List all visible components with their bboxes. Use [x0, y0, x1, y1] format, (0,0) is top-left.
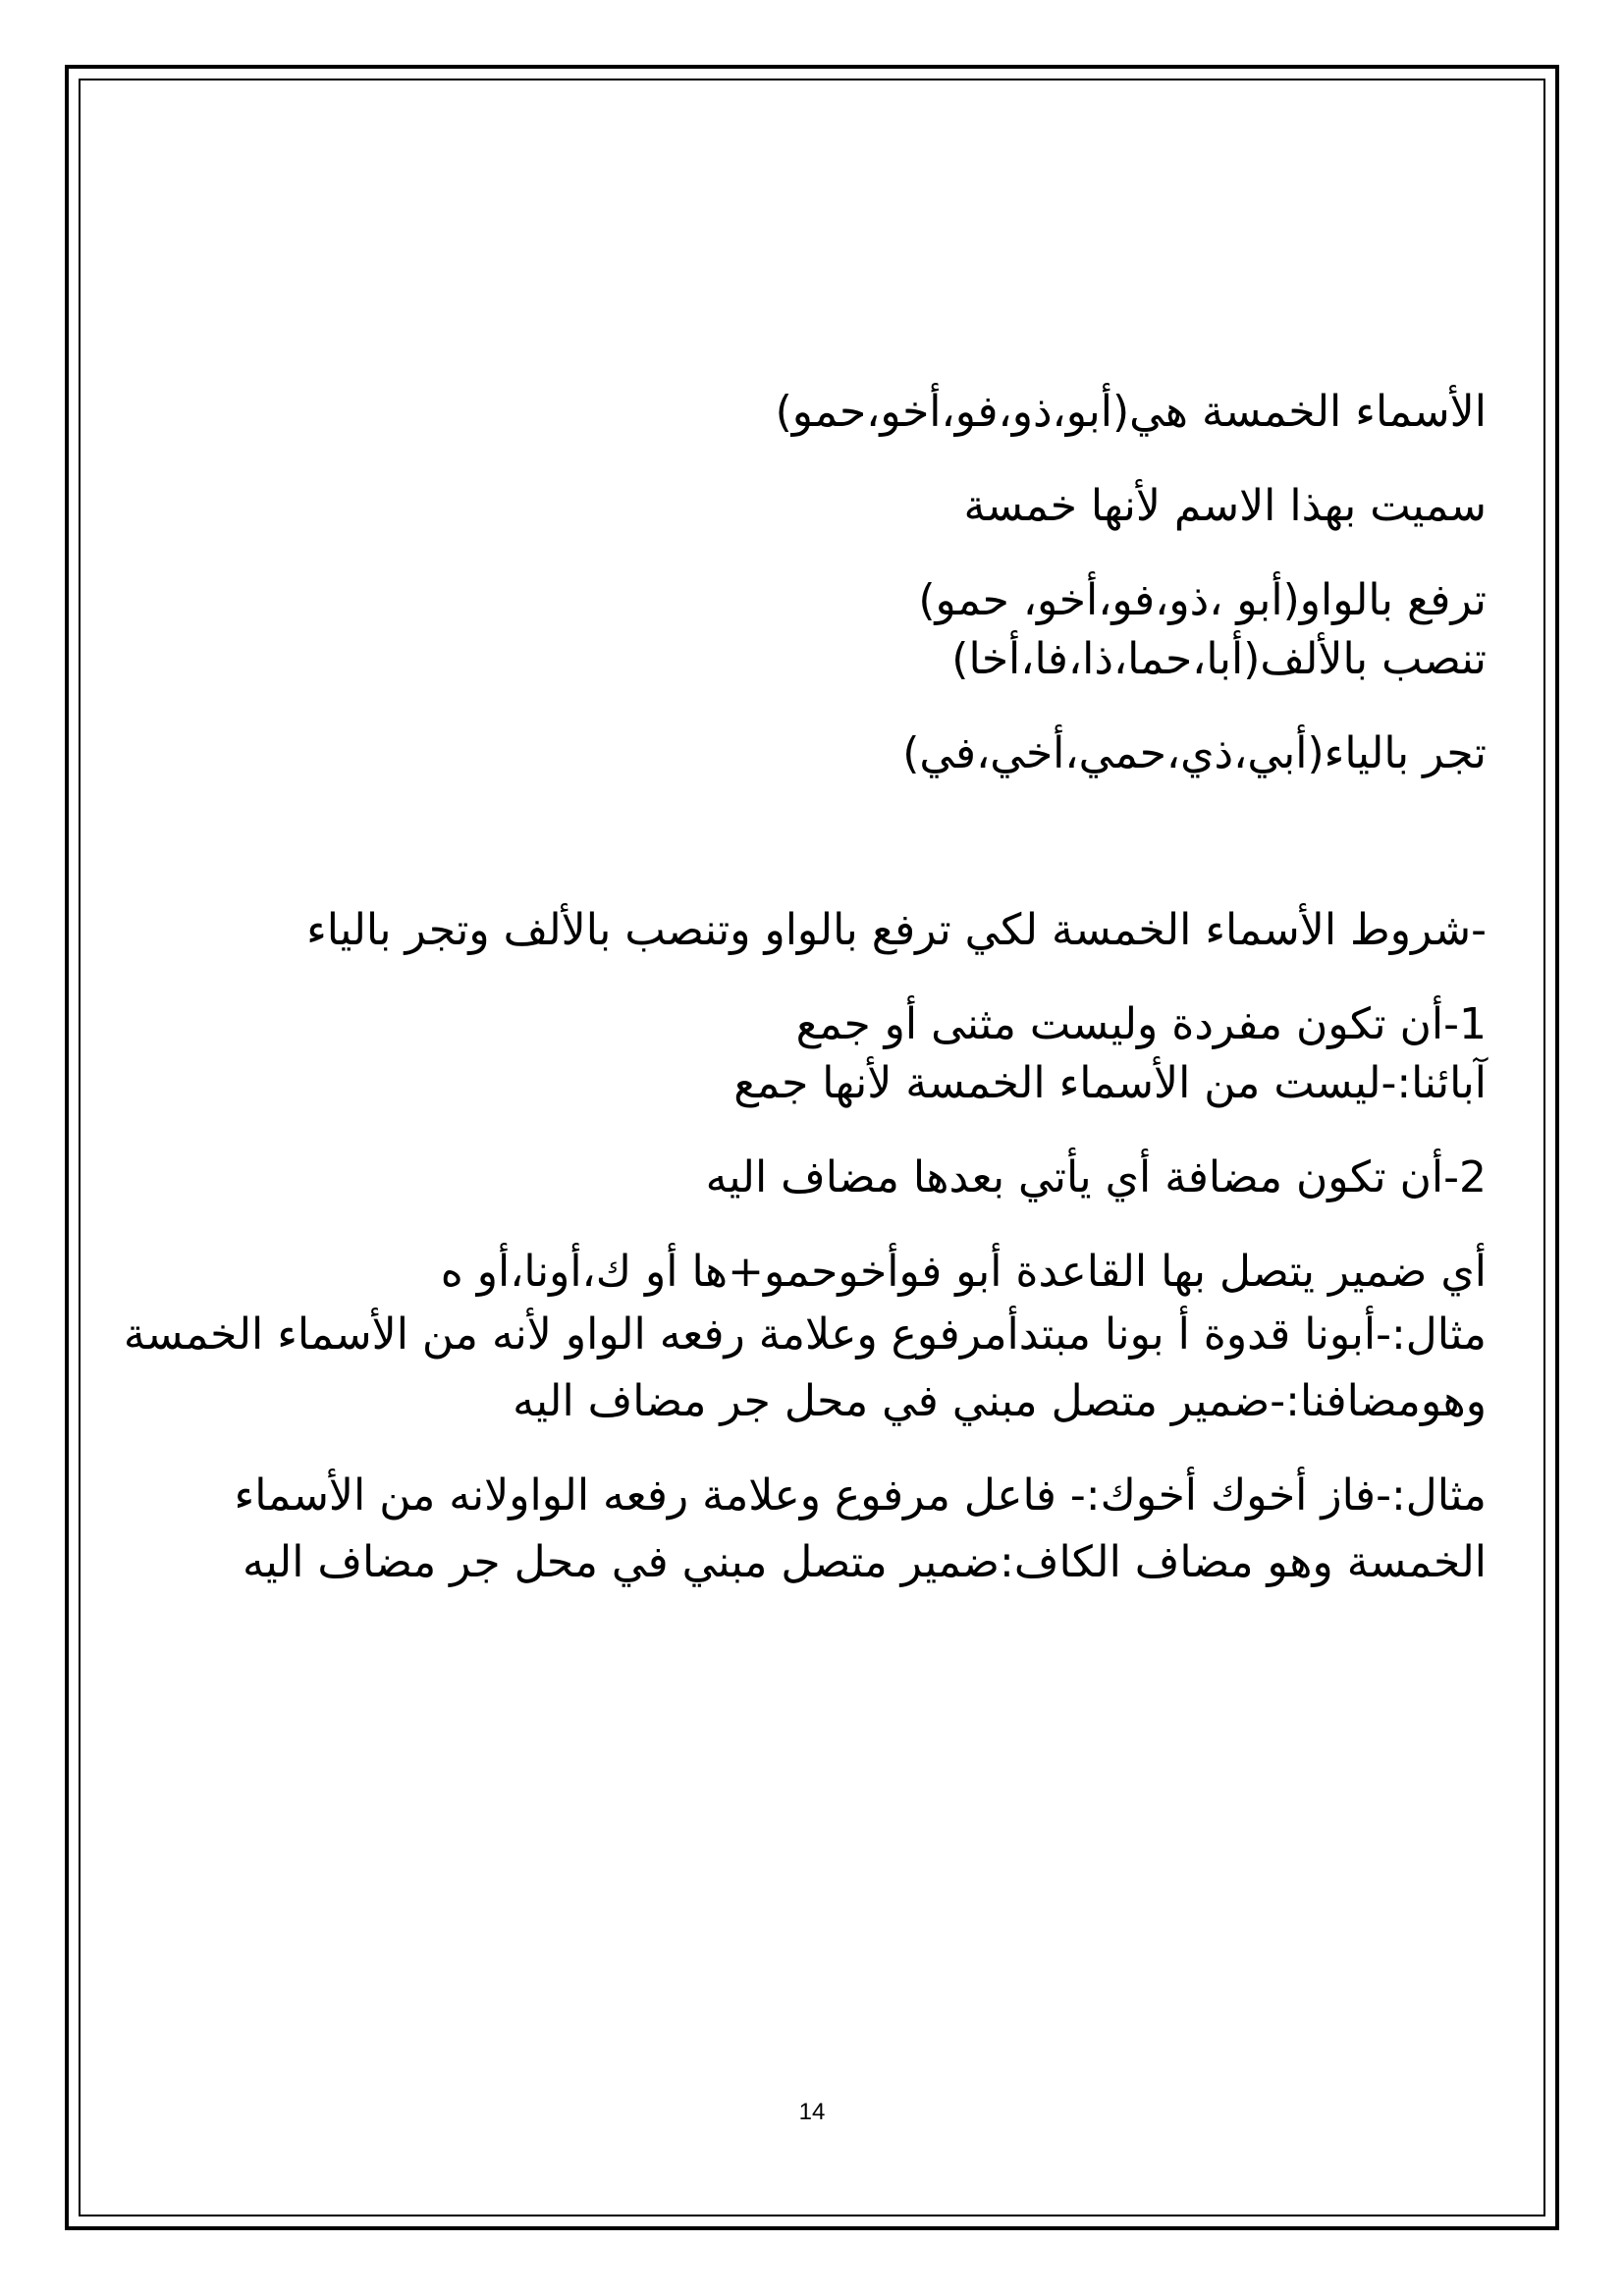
- accusative-rule-line: تنصب بالألف(أبا،حما،ذا،فا،أخا): [951, 634, 1487, 684]
- page-number: 14: [798, 2099, 826, 2125]
- condition-1: 1-أن تكون مفردة وليست مثنى أو جمع: [795, 999, 1487, 1049]
- conditions-heading: -شروط الأسماء الخمسة لكي ترفع بالواو وتنصب بالألف وتجر بالياء: [306, 905, 1487, 955]
- condition-2: 2-أن تكون مضافة أي يأتي بعدها مضاف اليه: [705, 1152, 1487, 1202]
- definition-line: الأسماء الخمسة هي(أبو،ذو،فو،أخو،حمو): [775, 387, 1487, 437]
- genitive-rule-line: تجر بالياء(أبي،ذي،حمي،أخي،في): [902, 728, 1487, 778]
- document-body: [108, 383, 1516, 1596]
- example-1-paragraph: مثال:-أبونا قدوة أ بونا مبتدأمرفوع وعلامة رفعه الواو لأنه من الأسماء الخمسة وهومضافنا:-ضمير متصل مبني في محل جر مضاف اليه: [123, 1309, 1487, 1426]
- condition-2-rule: أي ضمير يتصل بها القاعدة أبو فوأخوحمو+ها أو ك،أونا،أو ه: [440, 1247, 1487, 1297]
- example-2-paragraph: مثال:-فاز أخوك أخوك:- فاعل مرفوع وعلامة رفعه الواولانه من الأسماء الخمسة وهو مضاف الكاف:ضمير متصل مبني في محل جر مضاف اليه: [234, 1470, 1487, 1587]
- condition-1-example: آبائنا:-ليست من الأسماء الخمسة لأنها جمع: [733, 1058, 1487, 1108]
- nominative-rule-line: ترفع بالواو(أبو ،ذو،فو،أخو، حمو): [918, 575, 1487, 625]
- naming-reason-line: سميت بهذا الاسم لأنها خمسة: [963, 481, 1487, 531]
